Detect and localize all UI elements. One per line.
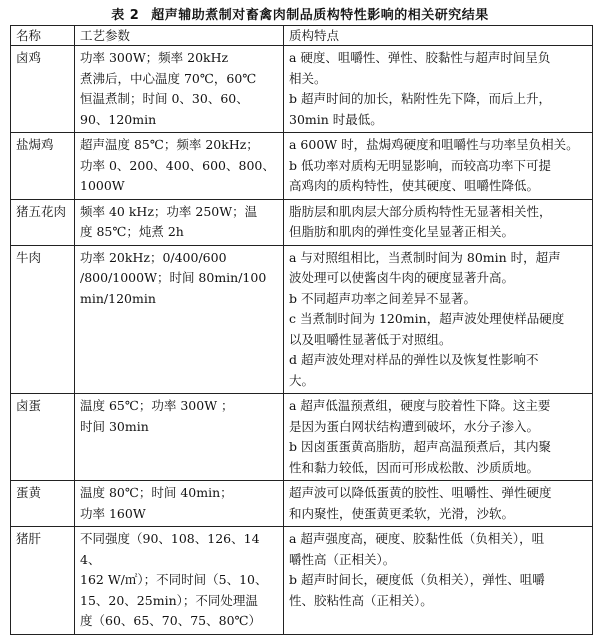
row-features: [284, 133, 593, 200]
header-name: 名称: [11, 26, 75, 46]
feature-line: b 超声时间的加长，粘附性先下降，而后上升，: [289, 91, 551, 106]
feature-line: 30min 时最低。: [289, 111, 383, 127]
row-features: [284, 46, 593, 133]
feature-line: a 超声强度高，硬度、胶黏性低（负相关），咀: [289, 531, 545, 546]
feature-line: a 600W 时，盐焗鸡硬度和咀嚼性与功率呈负相关。: [289, 137, 579, 152]
table-row: [11, 245, 593, 394]
table-row: [11, 394, 593, 481]
feature-line: c 当煮制时间为 120min，超声波处理使样品硬度: [289, 311, 565, 326]
feature-line: a 硬度、咀嚼性、弹性、胶黏性与超声时间呈负: [289, 50, 551, 65]
table-number: 表 2: [111, 8, 140, 23]
param-line: 不同强度（90、108、126、144、: [80, 531, 260, 567]
feature-line: b 超声时间长，硬度低（负相关），弹性、咀嚼: [289, 572, 545, 587]
feature-line: d 超声波处理对样品的弹性以及恢复性影响不: [289, 352, 539, 367]
row-features: [284, 394, 593, 481]
row-features: [284, 199, 593, 245]
row-name: 卤鸡: [11, 46, 75, 133]
row-params: [75, 46, 284, 133]
row-params: [75, 527, 284, 635]
table-row: [11, 527, 593, 635]
feature-line: 高鸡肉的质构特性，使其硬度、咀嚼性降低。: [289, 178, 540, 193]
param-line: 功率 300W；频率 20kHz: [80, 50, 229, 65]
row-name: 盐焗鸡: [11, 133, 75, 200]
feature-line: 性和黏力较低，因而可形成松散、沙质质地。: [289, 459, 540, 475]
table-row: [11, 46, 593, 133]
row-params: [75, 199, 284, 245]
feature-line: 超声波可以降低蛋黄的胶性、咀嚼性、弹性硬度: [289, 485, 552, 500]
feature-line: 但脂肪和肌肉的弹性变化呈显著正相关。: [289, 224, 515, 239]
header-features: 质构特点: [284, 26, 593, 46]
feature-line: a 超声低温预煮组，硬度与胶着性下降。这主要: [289, 398, 551, 413]
feature-line: 是因为蛋白网状结构遭到破坏，水分子渗入。: [289, 418, 540, 434]
feature-line: 大。: [289, 372, 315, 388]
feature-line: b 不同超声功率之间差异不显著。: [289, 290, 476, 306]
table-title: 超声辅助煮制对畜禽肉制品质构特性影响的相关研究结果: [151, 8, 489, 23]
param-line: 15、20、25min）；不同处理温: [80, 592, 258, 608]
param-line: 90、120min: [80, 111, 157, 127]
row-features: [284, 245, 593, 394]
feature-line: 嚼性高（正相关）。: [289, 551, 396, 567]
table-caption: [0, 4, 600, 23]
row-name: 猪五花肉: [11, 199, 75, 245]
feature-line: 脂肪层和肌肉层大部分质构特性无显著相关性，: [289, 203, 552, 219]
feature-line: b 因卤蛋蛋黄高脂肪，超声高温预煮后，其内聚: [289, 439, 551, 454]
row-params: [75, 394, 284, 481]
feature-line: b 低功率对质构无明显影响，而较高功率下可提: [289, 157, 551, 173]
results-table: [10, 25, 593, 635]
row-name: 蛋黄: [11, 481, 75, 527]
param-line: 度（60、65、70、75、80℃）: [80, 613, 262, 628]
param-line: 功率 0、200、400、600、800、: [80, 157, 275, 173]
param-line: /800/1000W；时间 80min/100: [80, 270, 267, 285]
feature-line: 波处理可以使酱卤牛肉的硬度显著升高。: [289, 270, 515, 285]
param-line: 1000W: [80, 178, 125, 193]
param-line: 功率 20kHz；0/400/600: [80, 249, 227, 265]
row-params: [75, 245, 284, 394]
param-line: 恒温煮制；时间 0、30、60、: [80, 91, 249, 106]
feature-line: 性、胶粘性高（正相关）。: [289, 592, 433, 608]
param-line: 煮沸后，中心温度 70℃，60℃: [80, 70, 257, 86]
feature-line: 和内聚性，使蛋黄更柔软，光滑，沙软。: [289, 505, 515, 521]
param-line: 温度 65℃；功率 300W ；: [80, 398, 234, 413]
row-name: 卤蛋: [11, 394, 75, 481]
param-line: 度 85℃；炖煮 2h: [80, 224, 184, 239]
table-row: [11, 133, 593, 200]
param-line: 超声温度 85℃；频率 20kHz；: [80, 137, 259, 152]
param-line: 时间 30min: [80, 418, 149, 434]
row-name: 牛肉: [11, 245, 75, 394]
header-row: [11, 26, 593, 46]
param-line: 功率 160W: [80, 505, 146, 521]
table-row: [11, 199, 593, 245]
feature-line: 相关。: [289, 70, 327, 86]
row-params: [75, 133, 284, 200]
row-name: 猪肝: [11, 527, 75, 635]
table-row: [11, 481, 593, 527]
row-features: [284, 527, 593, 635]
param-line: min/120min: [80, 290, 156, 306]
feature-line: a 与对照组相比，当煮制时间为 80min 时，超声: [289, 249, 561, 265]
row-features: [284, 481, 593, 527]
param-line: 温度 80℃；时间 40min；: [80, 485, 233, 500]
row-params: [75, 481, 284, 527]
feature-line: 以及咀嚼性显著低于对照组。: [289, 331, 452, 347]
param-line: 162 W/㎡）；不同时间（5、10、: [80, 572, 268, 587]
header-params: 工艺参数: [75, 26, 284, 46]
param-line: 频率 40 kHz；功率 250W；温: [80, 203, 258, 219]
